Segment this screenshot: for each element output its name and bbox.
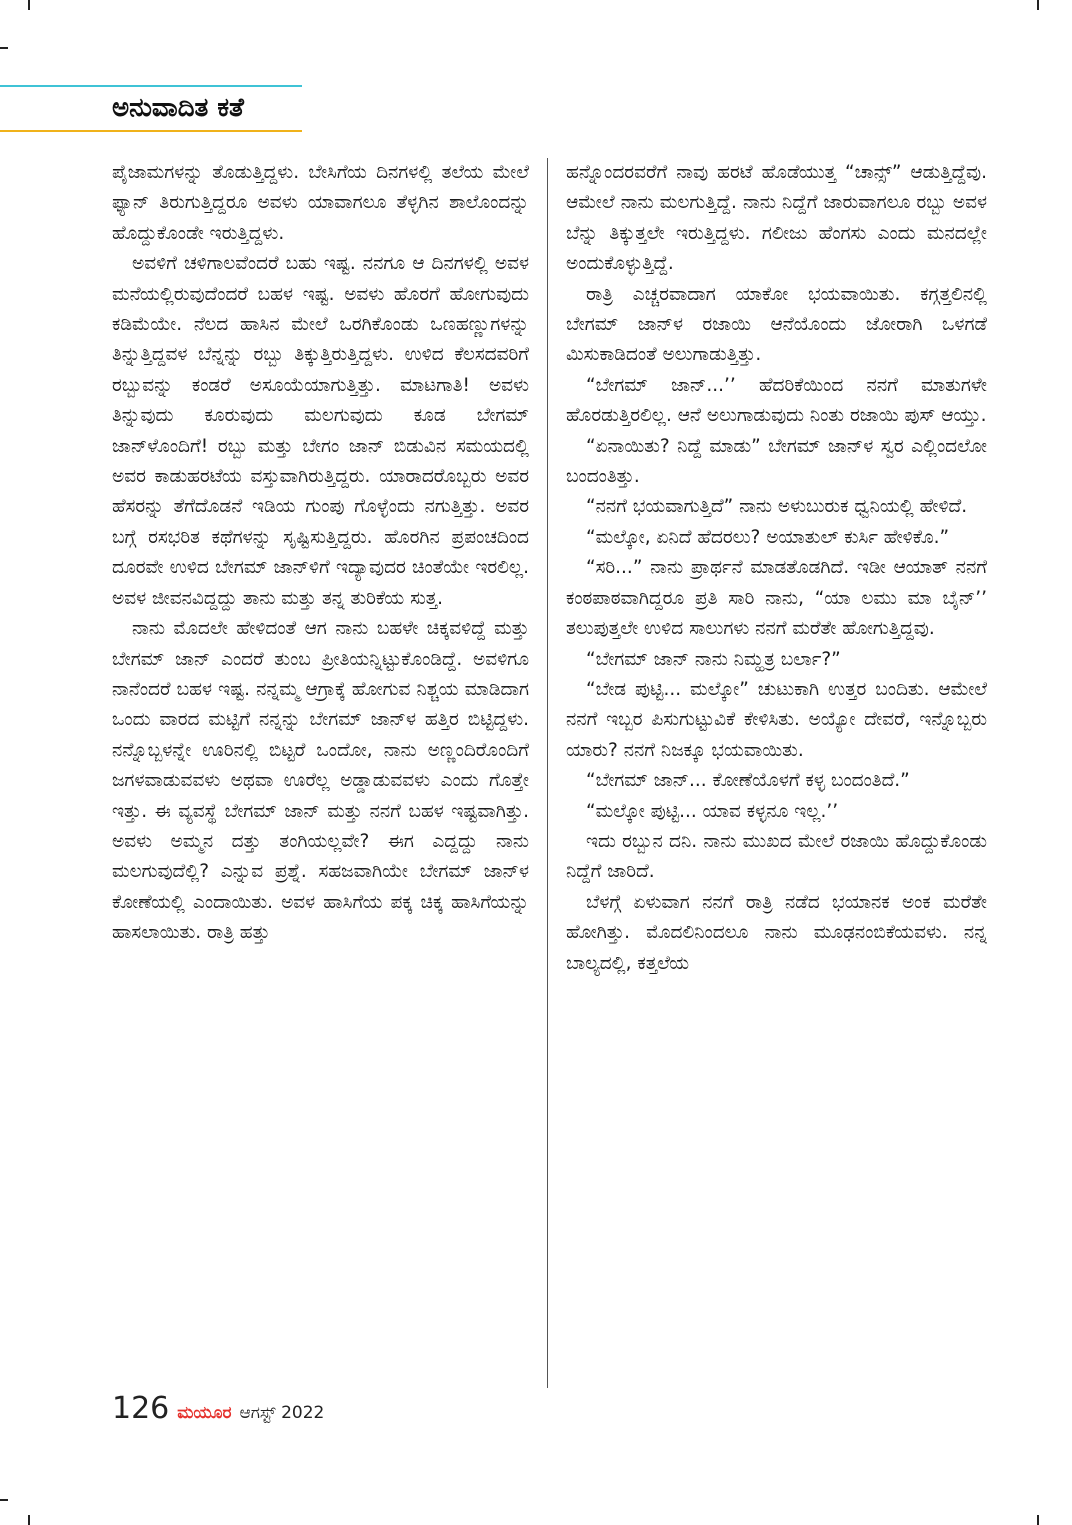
page-number: 126 <box>112 1391 170 1426</box>
paragraph: “ಮಲ್ಕೋ ಪುಟ್ಟಿ... ಯಾವ ಕಳ್ಳನೂ ಇಲ್ಲ.’’ <box>586 800 839 822</box>
paragraph: ಇದು ರಬ್ಬುನ ದನಿ. ನಾನು ಮುಖದ ಮೇಲೆ ರಜಾಯಿ ಹೊದ್ದುಕೊಂಡು ನಿದ್ದೆಗೆ ಜಾರಿದೆ. <box>566 830 987 883</box>
paragraph: “ಬೇಗಮ್ ಜಾನ್ ನಾನು ನಿಮ್ಹತ್ರ ಬರ್ಲಾ?” <box>586 648 841 670</box>
paragraph: ನಾನು ಮೊದಲೇ ಹೇಳಿದಂತೆ ಆಗ ನಾನು ಬಹಳೇ ಚಿಕ್ಕವಳಿದ್ದೆ ಮತ್ತು ಬೇಗಮ್ ಜಾನ್ ಎಂದರೆ ತುಂಬ ಪ್ರೀತಿಯನ್ನಿಟ್ಟುಕೊಂಡಿದ್ದೆ. ಅವಳಿಗೂ ನಾನೆಂದರೆ ಬಹಳ ಇಷ್ಟ. ನನ್ನಮ್ಮ ಆಗ್ರಾಕ್ಕೆ ಹೋಗುವ ನಿಶ್ಚಯ ಮಾಡಿದಾಗ ಒಂದು ವಾರದ ಮಟ್ಟಿಗೆ ನನ್ನನ್ನು ಬೇಗಮ್ ಜಾನ್‌ಳ ಹತ್ತಿರ ಬಿಟ್ಟಿದ್ದಳು. ನನ್ನೊಬ್ಬಳನ್ನೇ ಊರಿನಲ್ಲಿ ಬಿಟ್ಟರೆ ಒಂದೋ, ನಾನು ಅಣ್ಣಂದಿರೊಂದಿಗೆ ಜಗಳವಾಡುವವಳು ಅಥವಾ ಊರೆಲ್ಲ ಅಡ್ಡಾಡುವವಳು ಎಂದು ಗೊತ್ತೇ ಇತ್ತು. ಈ ವ್ಯವಸ್ಥೆ ಬೇಗಮ್ ಜಾನ್ ಮತ್ತು ನನಗೆ ಬಹಳ ಇಷ್ಟವಾಗಿತ್ತು. ಅವಳು ಅಮ್ಮನ ದತ್ತು ತಂಗಿಯಲ್ಲವೇ? ಈಗ ಎದ್ದದ್ದು ನಾನು ಮಲಗುವುದೆಲ್ಲಿ? ಎನ್ನುವ ಪ್ರಶ್ನೆ. ಸಹಜವಾಗಿಯೇ ಬೇಗಮ್ ಜಾನ್‌ಳ ಕೋಣೆಯಲ್ಲಿ ಎಂದಾಯಿತು. ಅವಳ ಹಾಸಿಗೆಯ ಪಕ್ಕ ಚಿಕ್ಕ ಹಾಸಿಗೆಯನ್ನು ಹಾಸಲಾಯಿತು. ರಾತ್ರಿ ಹತ್ತು <box>112 618 529 944</box>
article-column-left <box>112 158 529 1373</box>
crop-mark-left-top <box>0 47 8 49</box>
paragraph: ಅವಳಿಗೆ ಚಳಿಗಾಲವೆಂದರೆ ಬಹು ಇಷ್ಟ. ನನಗೂ ಆ ದಿನಗಳಲ್ಲಿ ಅವಳ ಮನೆಯಲ್ಲಿರುವುದೆಂದರೆ ಬಹಳ ಇಷ್ಟ. ಅವಳು ಹೊರಗೆ ಹೋಗುವುದು ಕಡಿಮೆಯೇ. ನೆಲದ ಹಾಸಿನ ಮೇಲೆ ಒರಗಿಕೊಂಡು ಒಣಹಣ್ಣುಗಳನ್ನು ತಿನ್ನುತ್ತಿದ್ದವಳ ಬೆನ್ನನ್ನು ರಬ್ಬು ತಿಕ್ಕುತ್ತಿರುತ್ತಿದ್ದಳು. ಉಳಿದ ಕೆಲಸದವರಿಗೆ ರಬ್ಬುವನ್ನು ಕಂಡರೆ ಅಸೂಯೆಯಾಗುತ್ತಿತ್ತು. ಮಾಟಗಾತಿ! ಅವಳು ತಿನ್ನುವುದು ಕೂರುವುದು ಮಲಗುವುದು ಕೂಡ ಬೇಗಮ್ ಜಾನ್‌ಳೊಂದಿಗೆ! ರಬ್ಬು ಮತ್ತು ಬೇಗಂ ಜಾನ್ ಬಿಡುವಿನ ಸಮಯದಲ್ಲಿ ಅವರ ಕಾಡುಹರಟೆಯ ವಸ್ತುವಾಗಿರುತ್ತಿದ್ದರು. ಯಾರಾದರೊಬ್ಬರು ಅವರ ಹೆಸರನ್ನು ತೆಗೆದೊಡನೆ ಇಡಿಯ ಗುಂಪು ಗೊಳ್ಳೆಂದು ನಗುತ್ತಿತ್ತು. ಅವರ ಬಗ್ಗೆ ರಸಭರಿತ ಕಥೆಗಳನ್ನು ಸೃಷ್ಟಿಸುತ್ತಿದ್ದರು. ಹೊರಗಿನ ಪ್ರಪಂಚದಿಂದ ದೂರವೇ ಉಳಿದ ಬೇಗಮ್ ಜಾನ್‌ಳಿಗೆ ಇದ್ಯಾವುದರ ಚಿಂತೆಯೇ ಇರಲಿಲ್ಲ. ಅವಳ ಜೀವನವಿದ್ದದ್ದು ತಾನು ಮತ್ತು ತನ್ನ ತುರಿಕೆಯ ಸುತ್ತ. <box>112 253 529 609</box>
crop-mark-left-bottom <box>0 1499 8 1501</box>
paragraph: “ಮಲ್ಕೋ, ಏನಿದೆ ಹೆದರಲು? ಅಯಾತುಲ್ ಕುರ್ಸಿ ಹೇಳಿಕೊ.” <box>586 526 950 548</box>
header-rule-top <box>0 85 302 87</box>
paragraph: ಬೆಳಗ್ಗೆ ಏಳುವಾಗ ನನಗೆ ರಾತ್ರಿ ನಡೆದ ಭಯಾನಕ ಅಂಕ ಮರೆತೇ ಹೋಗಿತ್ತು. ಮೊದಲಿನಿಂದಲೂ ನಾನು ಮೂಢನಂಬಿಕೆಯವಳು. ನನ್ನ ಬಾಲ್ಯದಲ್ಲಿ, ಕತ್ತಲೆಯ <box>566 891 987 974</box>
article-column-right <box>566 158 987 1373</box>
crop-mark-bottom-right <box>1037 1515 1039 1525</box>
crop-mark-bottom-left <box>28 1515 30 1525</box>
column-divider <box>547 158 548 1388</box>
paragraph: “ಏನಾಯಿತು? ನಿದ್ದೆ ಮಾಡು” ಬೇಗಮ್ ಜಾನ್‌ಳ ಸ್ವರ ಎಲ್ಲಿಂದಲೋ ಬಂದಂತಿತ್ತು. <box>566 435 987 488</box>
section-title: ಅನುವಾದಿತ ಕತೆ <box>112 93 244 123</box>
crop-mark-top-left <box>28 0 30 10</box>
crop-mark-top-right <box>1037 0 1039 10</box>
paragraph: “ಬೇಗಮ್ ಜಾನ್... ಕೋಣೆಯೊಳಗೆ ಕಳ್ಳ ಬಂದಂತಿದೆ.” <box>586 770 910 792</box>
paragraph: ಹನ್ನೊಂದರವರೆಗೆ ನಾವು ಹರಟೆ ಹೊಡೆಯುತ್ತ “ಚಾನ್ಸ್” ಆಡುತ್ತಿದ್ದೆವು. ಆಮೇಲೆ ನಾನು ಮಲಗುತ್ತಿದ್ದೆ. ನಾನು ನಿದ್ದೆಗೆ ಜಾರುವಾಗಲೂ ರಬ್ಬು ಅವಳ ಬೆನ್ನು ತಿಕ್ಕುತ್ತಲೇ ಇರುತ್ತಿದ್ದಳು. ಗಲೀಜು ಹೆಂಗಸು ಎಂದು ಮನದಲ್ಲೇ ಅಂದುಕೊಳ್ಳುತ್ತಿದ್ದೆ. <box>566 162 987 275</box>
paragraph: “ಬೇಗಮ್ ಜಾನ್...’’ ಹೆದರಿಕೆಯಿಂದ ನನಗೆ ಮಾತುಗಳೇ ಹೊರಡುತ್ತಿರಲಿಲ್ಲ. ಆನೆ ಅಲುಗಾಡುವುದು ನಿಂತು ರಜಾಯಿ ಪುಸ್ ಆಯ್ತು. <box>566 374 987 427</box>
issue-date: ಆಗಸ್ಟ್ 2022 <box>239 1403 325 1423</box>
page-footer <box>112 1391 324 1431</box>
paragraph: “ಬೇಡ ಪುಟ್ಟಿ... ಮಲ್ಕೋ” ಚುಟುಕಾಗಿ ಉತ್ತರ ಬಂದಿತು. ಆಮೇಲೆ ನನಗೆ ಇಬ್ಬರ ಪಿಸುಗುಟ್ಟುವಿಕೆ ಕೇಳಿಸಿತು. ಅಯ್ಯೋ ದೇವರೆ, ಇನ್ನೊಬ್ಬರು ಯಾರು? ನನಗೆ ನಿಜಕ್ಕೂ ಭಯವಾಯಿತು. <box>566 678 987 761</box>
paragraph: ಪೈಜಾಮಗಳನ್ನು ತೊಡುತ್ತಿದ್ದಳು. ಬೇಸಿಗೆಯ ದಿನಗಳಲ್ಲಿ ತಲೆಯ ಮೇಲೆ ಫ್ಯಾನ್ ತಿರುಗುತ್ತಿದ್ದರೂ ಅವಳು ಯಾವಾಗಲೂ ತೆಳ್ಳಗಿನ ಶಾಲೊಂದನ್ನು ಹೊದ್ದುಕೊಂಡೇ ಇರುತ್ತಿದ್ದಳು. <box>112 162 529 244</box>
paragraph: ರಾತ್ರಿ ಎಚ್ಚರವಾದಾಗ ಯಾಕೋ ಭಯವಾಯಿತು. ಕಗ್ಗತ್ತಲಿನಲ್ಲಿ ಬೇಗಮ್ ಜಾನ್‌ಳ ರಜಾಯಿ ಆನೆಯೊಂದು ಜೋರಾಗಿ ಒಳಗಡೆ ಮಿಸುಕಾಡಿದಂತೆ ಅಲುಗಾಡುತ್ತಿತ್ತು. <box>566 283 987 366</box>
paragraph: “ನನಗೆ ಭಯವಾಗುತ್ತಿದೆ” ನಾನು ಅಳುಬುರುಕ ಧ್ವನಿಯಲ್ಲಿ ಹೇಳಿದೆ. <box>586 496 968 518</box>
header-rule-bottom <box>0 130 302 132</box>
paragraph: “ಸರಿ...” ನಾನು ಪ್ರಾರ್ಥನೆ ಮಾಡತೊಡಗಿದೆ. ಇಡೀ ಆಯಾತ್ ನನಗೆ ಕಂಠಪಾಠವಾಗಿದ್ದರೂ ಪ್ರತಿ ಸಾರಿ ನಾನು, “ಯಾ ಲಮು ಮಾ ಬೈನ್’’ ತಲುಪುತ್ತಲೇ ಉಳಿದ ಸಾಲುಗಳು ನನಗೆ ಮರೆತೇ ಹೋಗುತ್ತಿದ್ದವು. <box>566 557 987 640</box>
magazine-logo: ಮಯೂರ <box>177 1403 232 1423</box>
